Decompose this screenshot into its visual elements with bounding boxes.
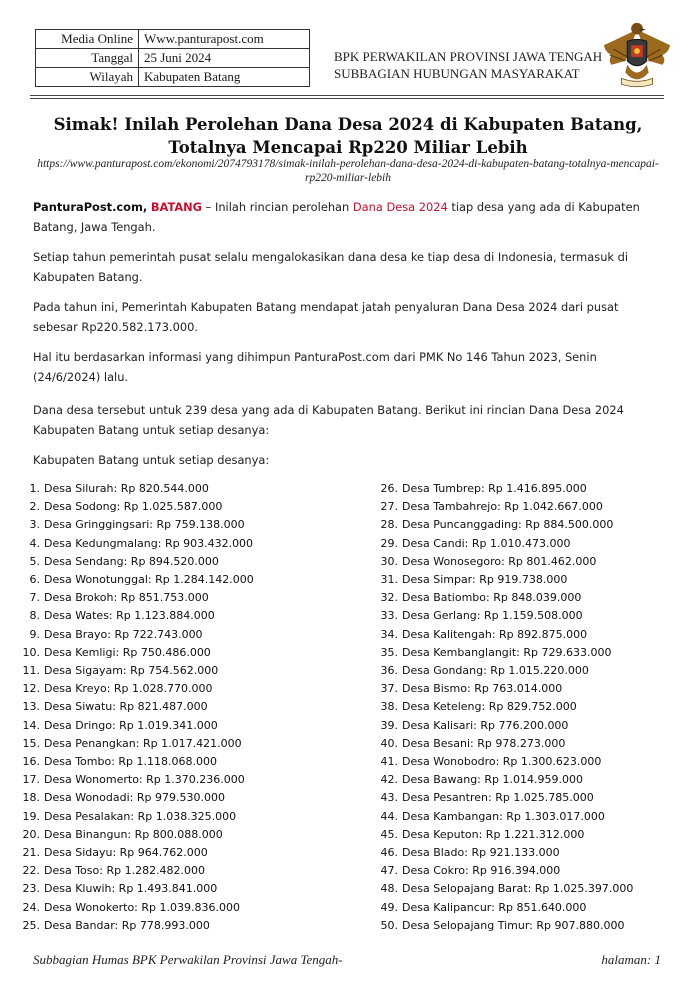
village-number: 18. (22, 791, 40, 805)
village-allocation: Desa Kembanglangit: Rp 729.633.000 (402, 645, 612, 659)
village-item (378, 662, 633, 680)
village-allocation: Desa Selopajang Barat: Rp 1.025.397.000 (402, 882, 634, 896)
village-number: 19. (22, 809, 40, 823)
village-allocation: Desa Binangun: Rp 800.088.000 (44, 827, 223, 841)
village-allocation: Desa Keputon: Rp 1.221.312.000 (402, 827, 585, 841)
village-allocation: Desa Sigayam: Rp 754.562.000 (44, 664, 219, 678)
village-list-left (20, 480, 254, 935)
village-number: 41. (380, 755, 398, 769)
village-allocation: Desa Kemligi: Rp 750.486.000 (44, 645, 211, 659)
village-allocation: Desa Tumbrep: Rp 1.416.895.000 (402, 482, 587, 495)
village-item (20, 771, 254, 789)
village-item (20, 826, 254, 844)
village-item (378, 899, 633, 917)
dana-desa-link[interactable]: Dana Desa 2024 (352, 200, 448, 214)
village-item (20, 862, 254, 880)
village-list-right (378, 480, 633, 935)
source-name: PanturaPost.com, (33, 200, 148, 214)
village-item (378, 607, 633, 625)
village-number: 26. (380, 482, 398, 495)
village-item (20, 844, 254, 862)
village-item (378, 808, 633, 826)
village-item (20, 535, 254, 553)
village-allocation: Desa Sodong: Rp 1.025.587.000 (44, 500, 223, 514)
village-item (20, 662, 254, 680)
village-number: 50. (380, 918, 398, 932)
village-number: 23. (22, 882, 40, 896)
village-item (20, 735, 254, 753)
article-url[interactable]: https://www.panturapost.com/ekonomi/2074793178/simak-inilah-perolehan-dana-desa-2024-di-kabupaten-batang-totalnya-mencapai-rp220-miliar-lebih (37, 158, 659, 184)
village-item (378, 789, 633, 807)
paragraph-4: Hal itu berdasarkan informasi yang dihimpun PanturaPost.com dari PMK No 146 Tahun 2023, Senin (24/6/2024) lalu. (33, 350, 597, 384)
village-item (20, 644, 254, 662)
village-allocation: Desa Besani: Rp 978.273.000 (402, 736, 566, 750)
village-item (20, 789, 254, 807)
village-item (20, 516, 254, 534)
lead-text-2: tiap desa yang ada di Kabupaten Batang, Jawa Tengah. (33, 200, 640, 234)
village-allocation: Desa Keteleng: Rp 829.752.000 (402, 700, 577, 714)
village-allocation: Desa Gringgingsari: Rp 759.138.000 (44, 518, 245, 532)
village-item (378, 698, 633, 716)
village-item (20, 880, 254, 898)
village-item (378, 480, 633, 498)
village-allocation: Desa Dringo: Rp 1.019.341.000 (44, 718, 218, 732)
village-item (378, 680, 633, 698)
village-item (20, 808, 254, 826)
village-allocation: Desa Kalisari: Rp 776.200.000 (402, 718, 569, 732)
village-number: 5. (29, 554, 40, 568)
village-item (378, 753, 633, 771)
village-number: 2. (29, 500, 40, 514)
village-item (20, 626, 254, 644)
office-line-2: SUBBAGIAN HUBUNGAN MASYARAKAT (334, 66, 580, 81)
lead-paragraph (33, 197, 665, 237)
village-allocation: Desa Wonosegoro: Rp 801.462.000 (402, 554, 597, 568)
village-allocation: Desa Wonobodro: Rp 1.300.623.000 (402, 755, 602, 769)
village-item (378, 917, 633, 935)
village-item (20, 589, 254, 607)
region-row (36, 68, 310, 87)
village-number: 42. (380, 773, 398, 787)
village-allocation: Desa Candi: Rp 1.010.473.000 (402, 536, 571, 550)
village-number: 49. (380, 900, 398, 914)
village-number: 20. (22, 827, 40, 841)
date-row (36, 49, 310, 68)
paragraph-3: Pada tahun ini, Pemerintah Kabupaten Batang mendapat jatah penyaluran Dana Desa 2024 dari pusat sebesar Rp220.582.173.000. (33, 300, 619, 334)
footer-page-number: halaman: 1 (601, 952, 661, 967)
village-number: 25. (22, 918, 40, 932)
village-allocation: Desa Kalitengah: Rp 892.875.000 (402, 627, 588, 641)
village-allocation: Desa Tambahrejo: Rp 1.042.667.000 (402, 500, 603, 514)
village-item (378, 826, 633, 844)
paragraph-5: Dana desa tersebut untuk 239 desa yang ada di Kabupaten Batang. Berikut ini rincian Dana Desa 2024 Kabupaten Batang untuk setiap desanya: (33, 403, 624, 437)
village-number: 4. (29, 536, 40, 550)
village-item (378, 735, 633, 753)
village-item (378, 771, 633, 789)
village-number: 33. (380, 609, 398, 623)
village-item (20, 571, 254, 589)
village-number: 3. (29, 518, 40, 532)
village-allocation: Desa Sendang: Rp 894.520.000 (44, 554, 219, 568)
village-allocation: Desa Puncanggading: Rp 884.500.000 (402, 518, 614, 532)
village-allocation: Desa Wonokerto: Rp 1.039.836.000 (44, 900, 240, 914)
village-allocation: Desa Tombo: Rp 1.118.068.000 (44, 755, 218, 769)
village-item (20, 899, 254, 917)
village-number: 9. (29, 627, 40, 641)
village-item (20, 917, 254, 935)
village-number: 47. (380, 864, 398, 878)
village-item (378, 862, 633, 880)
location-tag: BATANG (150, 200, 203, 214)
village-item (378, 844, 633, 862)
village-allocation: Desa Wates: Rp 1.123.884.000 (44, 609, 215, 623)
village-item (20, 753, 254, 771)
header-rule-top (30, 95, 664, 96)
village-allocation: Desa Wonodadi: Rp 979.530.000 (44, 791, 225, 805)
header-rule-bottom (30, 98, 664, 99)
village-item (378, 644, 633, 662)
village-number: 37. (380, 682, 398, 696)
village-allocation: Desa Kalipancur: Rp 851.640.000 (402, 900, 587, 914)
village-number: 8. (29, 609, 40, 623)
village-allocation: Desa Batiombo: Rp 848.039.000 (402, 591, 582, 605)
village-item (378, 498, 633, 516)
village-number: 35. (380, 645, 398, 659)
village-allocation: Desa Cokro: Rp 916.394.000 (402, 864, 561, 878)
village-number: 17. (22, 773, 40, 787)
village-number: 13. (22, 700, 40, 714)
village-allocation: Desa Gerlang: Rp 1.159.508.000 (402, 609, 583, 623)
village-item (20, 553, 254, 571)
village-number: 48. (380, 882, 398, 896)
village-allocation: Desa Kambangan: Rp 1.303.017.000 (402, 809, 605, 823)
village-number: 16. (22, 755, 40, 769)
media-row (36, 30, 310, 49)
village-number: 24. (22, 900, 40, 914)
village-number: 38. (380, 700, 398, 714)
village-number: 7. (29, 591, 40, 605)
region-value: Kabupaten Batang (139, 68, 310, 87)
paragraph-2: Setiap tahun pemerintah pusat selalu mengalokasikan dana desa ke tiap desa di Indonesia, termasuk di Kabupaten Batang. (33, 250, 629, 284)
village-item (378, 535, 633, 553)
village-item (378, 553, 633, 571)
paragraph-6: Kabupaten Batang untuk setiap desanya: (33, 453, 270, 467)
garuda-emblem-icon (598, 16, 676, 94)
village-allocation: Desa Sidayu: Rp 964.762.000 (44, 846, 208, 860)
village-allocation: Desa Penangkan: Rp 1.017.421.000 (44, 736, 242, 750)
village-number: 34. (380, 627, 398, 641)
village-number: 40. (380, 736, 398, 750)
village-allocation: Desa Gondang: Rp 1.015.220.000 (402, 664, 589, 678)
village-number: 31. (380, 573, 398, 587)
village-number: 29. (380, 536, 398, 550)
village-number: 43. (380, 791, 398, 805)
village-item (378, 571, 633, 589)
village-number: 10. (22, 645, 40, 659)
village-number: 6. (29, 573, 40, 587)
village-number: 45. (380, 827, 398, 841)
village-allocation: Desa Brokoh: Rp 851.753.000 (44, 591, 209, 605)
village-number: 39. (380, 718, 398, 732)
village-number: 1. (29, 482, 40, 495)
village-allocation: Desa Toso: Rp 1.282.482.000 (44, 864, 206, 878)
village-item (20, 480, 254, 498)
village-number: 22. (22, 864, 40, 878)
date-label: Tanggal (36, 49, 139, 68)
office-line-1: BPK PERWAKILAN PROVINSI JAWA TENGAH (334, 49, 603, 64)
village-item (378, 589, 633, 607)
village-number: 36. (380, 664, 398, 678)
village-allocation: Desa Wonotunggal: Rp 1.284.142.000 (44, 573, 254, 587)
village-number: 28. (380, 518, 398, 532)
article-title: Simak! Inilah Perolehan Dana Desa 2024 di Kabupaten Batang, Totalnya Mencapai Rp220 Miliar Lebih (53, 115, 643, 157)
village-allocation: Desa Kreyo: Rp 1.028.770.000 (44, 682, 213, 696)
village-allocation: Desa Brayo: Rp 722.743.000 (44, 627, 203, 641)
village-allocation: Desa Selopajang Timur: Rp 907.880.000 (402, 918, 625, 932)
village-allocation: Desa Blado: Rp 921.133.000 (402, 846, 560, 860)
village-number: 15. (22, 736, 40, 750)
village-item (20, 717, 254, 735)
village-number: 32. (380, 591, 398, 605)
village-item (378, 516, 633, 534)
office-name (334, 48, 602, 82)
village-allocation: Desa Simpar: Rp 919.738.000 (402, 573, 568, 587)
media-label: Media Online (36, 30, 139, 49)
village-number: 44. (380, 809, 398, 823)
village-item (378, 880, 633, 898)
village-allocation: Desa Silurah: Rp 820.544.000 (44, 482, 209, 495)
village-allocation: Desa Kedungmalang: Rp 903.432.000 (44, 536, 254, 550)
village-number: 30. (380, 554, 398, 568)
lead-text-1: – Inilah rincian perolehan (202, 200, 353, 214)
village-allocation: Desa Bismo: Rp 763.014.000 (402, 682, 563, 696)
village-number: 46. (380, 846, 398, 860)
village-allocation: Desa Kluwih: Rp 1.493.841.000 (44, 882, 218, 896)
village-item (20, 698, 254, 716)
village-number: 21. (22, 846, 40, 860)
village-item (378, 717, 633, 735)
village-item (378, 626, 633, 644)
village-allocation: Desa Siwatu: Rp 821.487.000 (44, 700, 208, 714)
village-number: 14. (22, 718, 40, 732)
village-allocation: Desa Pesalakan: Rp 1.038.325.000 (44, 809, 237, 823)
date-value: 25 Juni 2024 (139, 49, 310, 68)
village-item (20, 607, 254, 625)
village-number: 27. (380, 500, 398, 514)
region-label: Wilayah (36, 68, 139, 87)
village-number: 11. (22, 664, 40, 678)
footer-left: Subbagian Humas BPK Perwakilan Provinsi Jawa Tengah- (33, 952, 343, 967)
media-value: Www.panturapost.com (139, 30, 310, 49)
village-number: 12. (22, 682, 40, 696)
village-item (20, 680, 254, 698)
village-allocation: Desa Bandar: Rp 778.993.000 (44, 918, 210, 932)
media-info-table (35, 29, 310, 87)
village-item (20, 498, 254, 516)
village-allocation: Desa Bawang: Rp 1.014.959.000 (402, 773, 583, 787)
village-allocation: Desa Pesantren: Rp 1.025.785.000 (402, 791, 594, 805)
village-allocation: Desa Wonomerto: Rp 1.370.236.000 (44, 773, 245, 787)
